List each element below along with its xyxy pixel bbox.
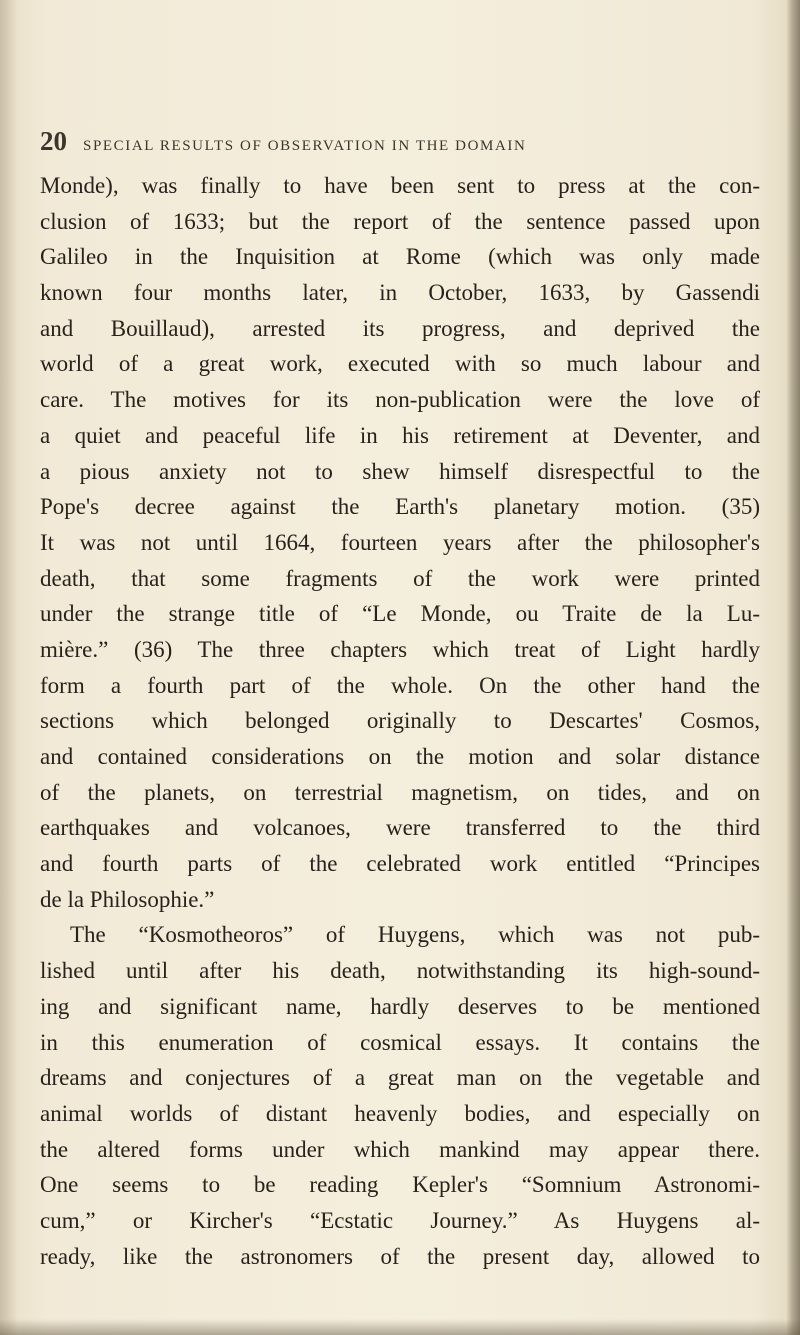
- page-bottom-edge: [0, 1319, 800, 1335]
- text-line: dreams and conjectures of a great man on the vegetable and: [40, 1065, 760, 1091]
- text-line: mière.” (36) The three chapters which treat of Light hardly: [40, 636, 760, 662]
- text-line: animal worlds of distant heavenly bodies, and especially on: [40, 1100, 760, 1126]
- running-header: [40, 126, 720, 157]
- text-line: death, that some fragments of the work were printed: [40, 565, 760, 591]
- body-text: [40, 168, 760, 1274]
- text-line: sections which belonged originally to Descartes' Cosmos,: [40, 708, 760, 734]
- text-line: lished until after his death, notwithstanding its high-sound-: [40, 958, 760, 984]
- text-line: a pious anxiety not to shew himself disrespectful to the: [40, 458, 760, 484]
- text-line: and contained considerations on the motion and solar distance: [40, 744, 760, 769]
- text-line: and Bouillaud), arrested its progress, and deprived the: [40, 315, 760, 341]
- text-line: ready, like the astronomers of the present day, allowed to: [40, 1243, 760, 1269]
- text-line: cum,” or Kircher's “Ecstatic Journey.” As Huygens al-: [40, 1207, 760, 1233]
- text-line: ing and significant name, hardly deserves to be mentioned: [40, 993, 760, 1019]
- text-line: Pope's decree against the Earth's planetary motion. (35): [40, 494, 760, 520]
- text-line: under the strange title of “Le Monde, ou Traite de la Lu-: [40, 601, 760, 627]
- text-line: It was not until 1664, fourteen years after the philosopher's: [40, 529, 760, 555]
- text-line: and fourth parts of the celebrated work entitled “Principes: [40, 851, 760, 877]
- text-line: world of a great work, executed with so much labour and: [40, 351, 760, 377]
- text-line: The “Kosmotheoros” of Huygens, which was not pub-: [70, 922, 760, 948]
- text-line: clusion of 1633; but the report of the sentence passed upon: [40, 208, 760, 234]
- text-line: a quiet and peaceful life in his retirement at Deventer, and: [40, 422, 760, 448]
- running-title: SPECIAL RESULTS OF OBSERVATION IN THE DOMAIN: [83, 138, 527, 154]
- gutter-shadow: [0, 0, 18, 1335]
- text-line: Monde), was finally to have been sent to press at the con-: [40, 173, 760, 198]
- page-right-edge: [786, 0, 800, 1335]
- text-line: de la Philosophie.”: [40, 886, 215, 912]
- text-line: care. The motives for its non-publication were the love of: [40, 387, 760, 413]
- text-line: Galileo in the Inquisition at Rome (which was only made: [40, 244, 760, 270]
- text-line: of the planets, on terrestrial magnetism, on tides, and on: [40, 779, 760, 805]
- text-line: known four months later, in October, 1633, by Gassendi: [40, 280, 760, 306]
- text-line: in this enumeration of cosmical essays. It contains the: [40, 1029, 760, 1055]
- text-line: the altered forms under which mankind may appear there.: [40, 1136, 760, 1162]
- text-line: earthquakes and volcanoes, were transferred to the third: [40, 815, 760, 841]
- text-line: form a fourth part of the whole. On the other hand the: [40, 672, 760, 698]
- text-line: One seems to be reading Kepler's “Somnium Astronomi-: [40, 1172, 760, 1198]
- page-number: 20: [40, 126, 67, 156]
